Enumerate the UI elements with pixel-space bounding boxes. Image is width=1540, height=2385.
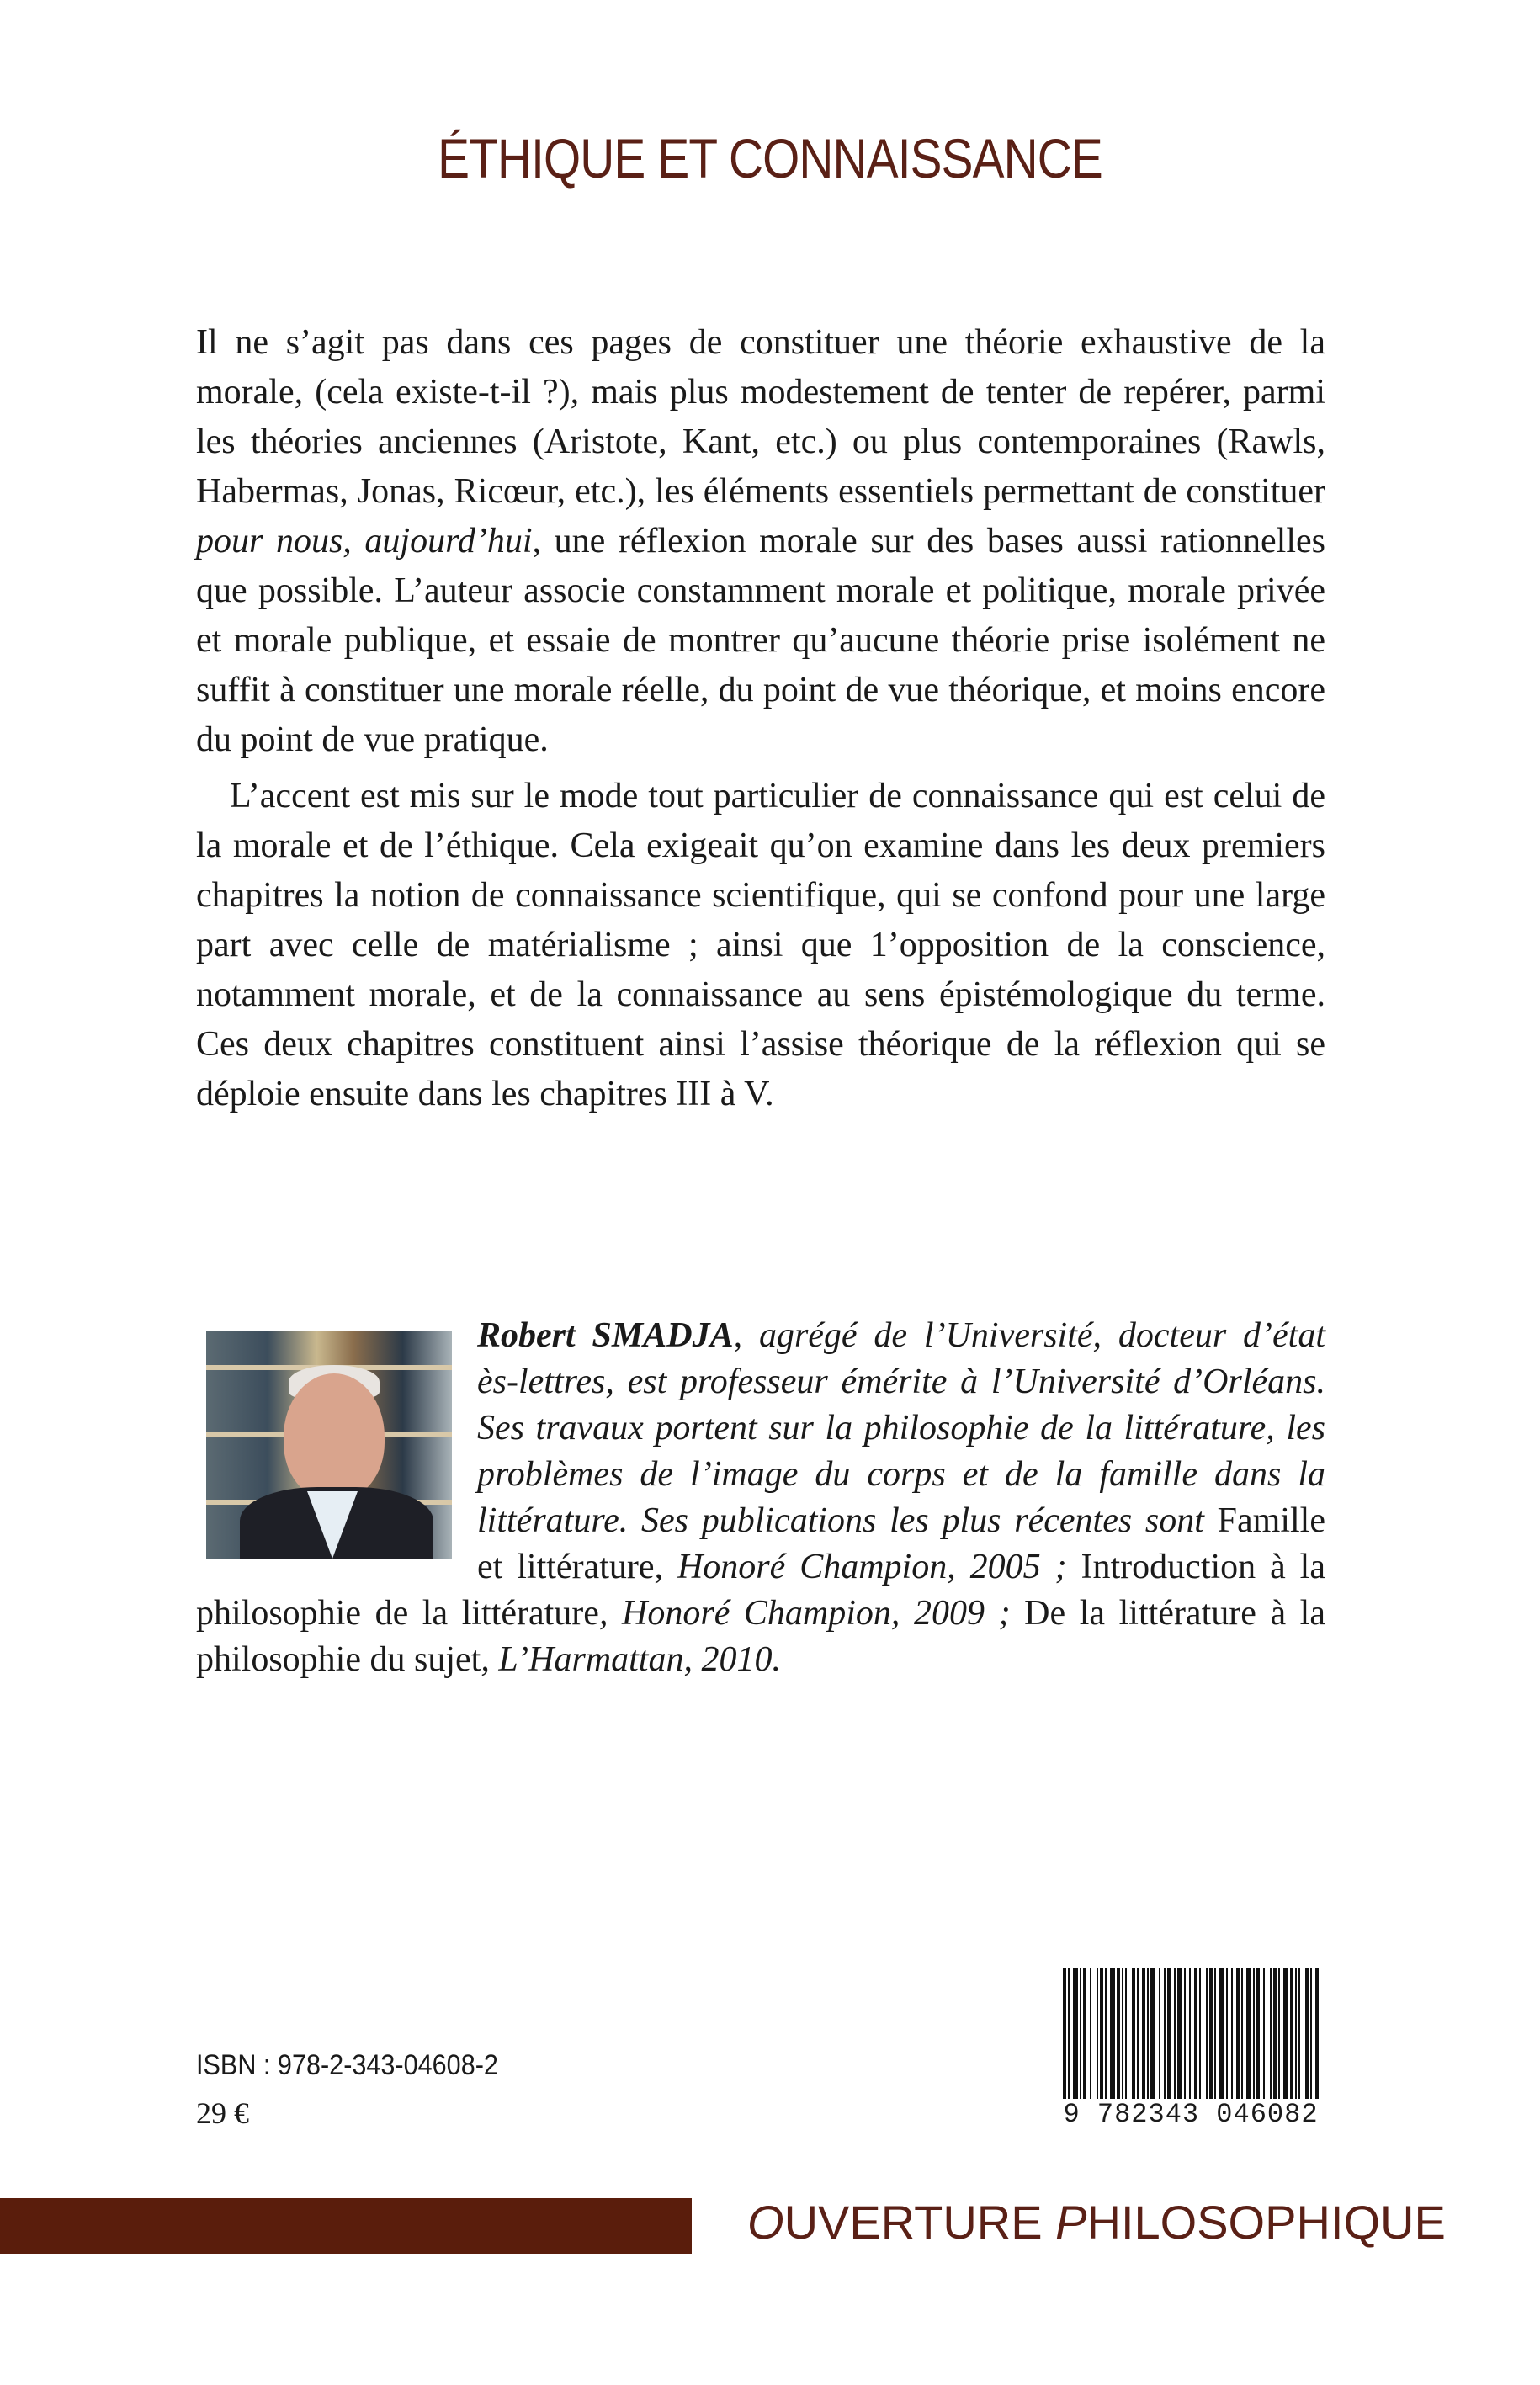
- blurb-paragraph-2: L’accent est mis sur le mode tout particulier de connaissance qui est celui de la morale et de l’éthique. Cela exigeait qu’on examine dans les deux premiers chapitres la notion de connaissance scientifique, qui se confond pour une large part avec celle de matérialisme ; ainsi que 1’opposition de la conscience, notamment morale, et de la connaissance au sens épistémologique du terme. Ces deux chapitres constituent ainsi l’assise théorique de la réflexion qui se déploie ensuite dans les chapitres III à V.: [196, 777, 1325, 1113]
- series-band: [0, 2198, 692, 2254]
- barcode-number: 9 782343 046082: [1048, 2099, 1334, 2130]
- author-bio: [196, 1313, 1325, 1683]
- book-title: ÉTHIQUE ET CONNAISSANCE: [438, 127, 1102, 189]
- series-letter-p: P: [1055, 2196, 1087, 2249]
- series-word-2: HILOSOPHIQUE: [1086, 2196, 1446, 2249]
- price: 29 €: [196, 2096, 249, 2130]
- blurb-emphasis: pour nous, aujourd’hui: [196, 522, 533, 560]
- publisher-2: , Honoré Champion, 2009 ;: [598, 1594, 1025, 1633]
- book-title-2: Introduction à la philosophie de la littérature: [196, 1548, 1325, 1633]
- series-name: [747, 2195, 1446, 2250]
- series-letter-o: O: [747, 2196, 784, 2249]
- blurb-paragraph-1: [196, 318, 1325, 765]
- blurb-text: Il ne s’agit pas dans ces pages de constituer une théorie exhaustive de la morale, (cela existe-t-il ?), mais plus modestement de tenter de repérer, parmi les théories anciennes (Aristote, Kant, etc.) ou plus contemporaines (Rawls, Habermas, Jonas, Ricœur, etc.), les éléments essentiels permettant de constituer: [196, 323, 1325, 511]
- book-title-3: De la littérature à la philosophie du sujet: [196, 1594, 1325, 1679]
- bio-text: , agrégé de l’Université, docteur d’état ès-lettres, est professeur émérite à l’Université d’Orléans. Ses travaux portent sur la philosophie de la littérature, les problèmes de l’image du corps et de la famille dans la littérature. Ses publications les plus récentes sont: [477, 1316, 1326, 1540]
- publisher-3: , L’Harmattan, 2010.: [481, 1640, 781, 1679]
- series-word-1: UVERTURE: [783, 2196, 1056, 2249]
- author-name: Robert SMADJA: [477, 1316, 734, 1355]
- blurb-text: , une réflexion morale sur des bases aussi rationnelles que possible. L’auteur associe constamment morale et politique, morale privée et morale publique, et essaie de montrer qu’aucune théorie prise isolément ne suffit à constituer une morale réelle, du point de vue théorique, et moins encore du point de vue pratique.: [196, 522, 1325, 759]
- blurb: [196, 318, 1325, 1119]
- publisher-1: , Honoré Champion, 2005 ;: [654, 1548, 1081, 1586]
- isbn: ISBN : 978-2-343-04608-2: [196, 2049, 498, 2081]
- book-title-1: Famille et littérature: [477, 1501, 1325, 1586]
- author-photo: [206, 1331, 452, 1559]
